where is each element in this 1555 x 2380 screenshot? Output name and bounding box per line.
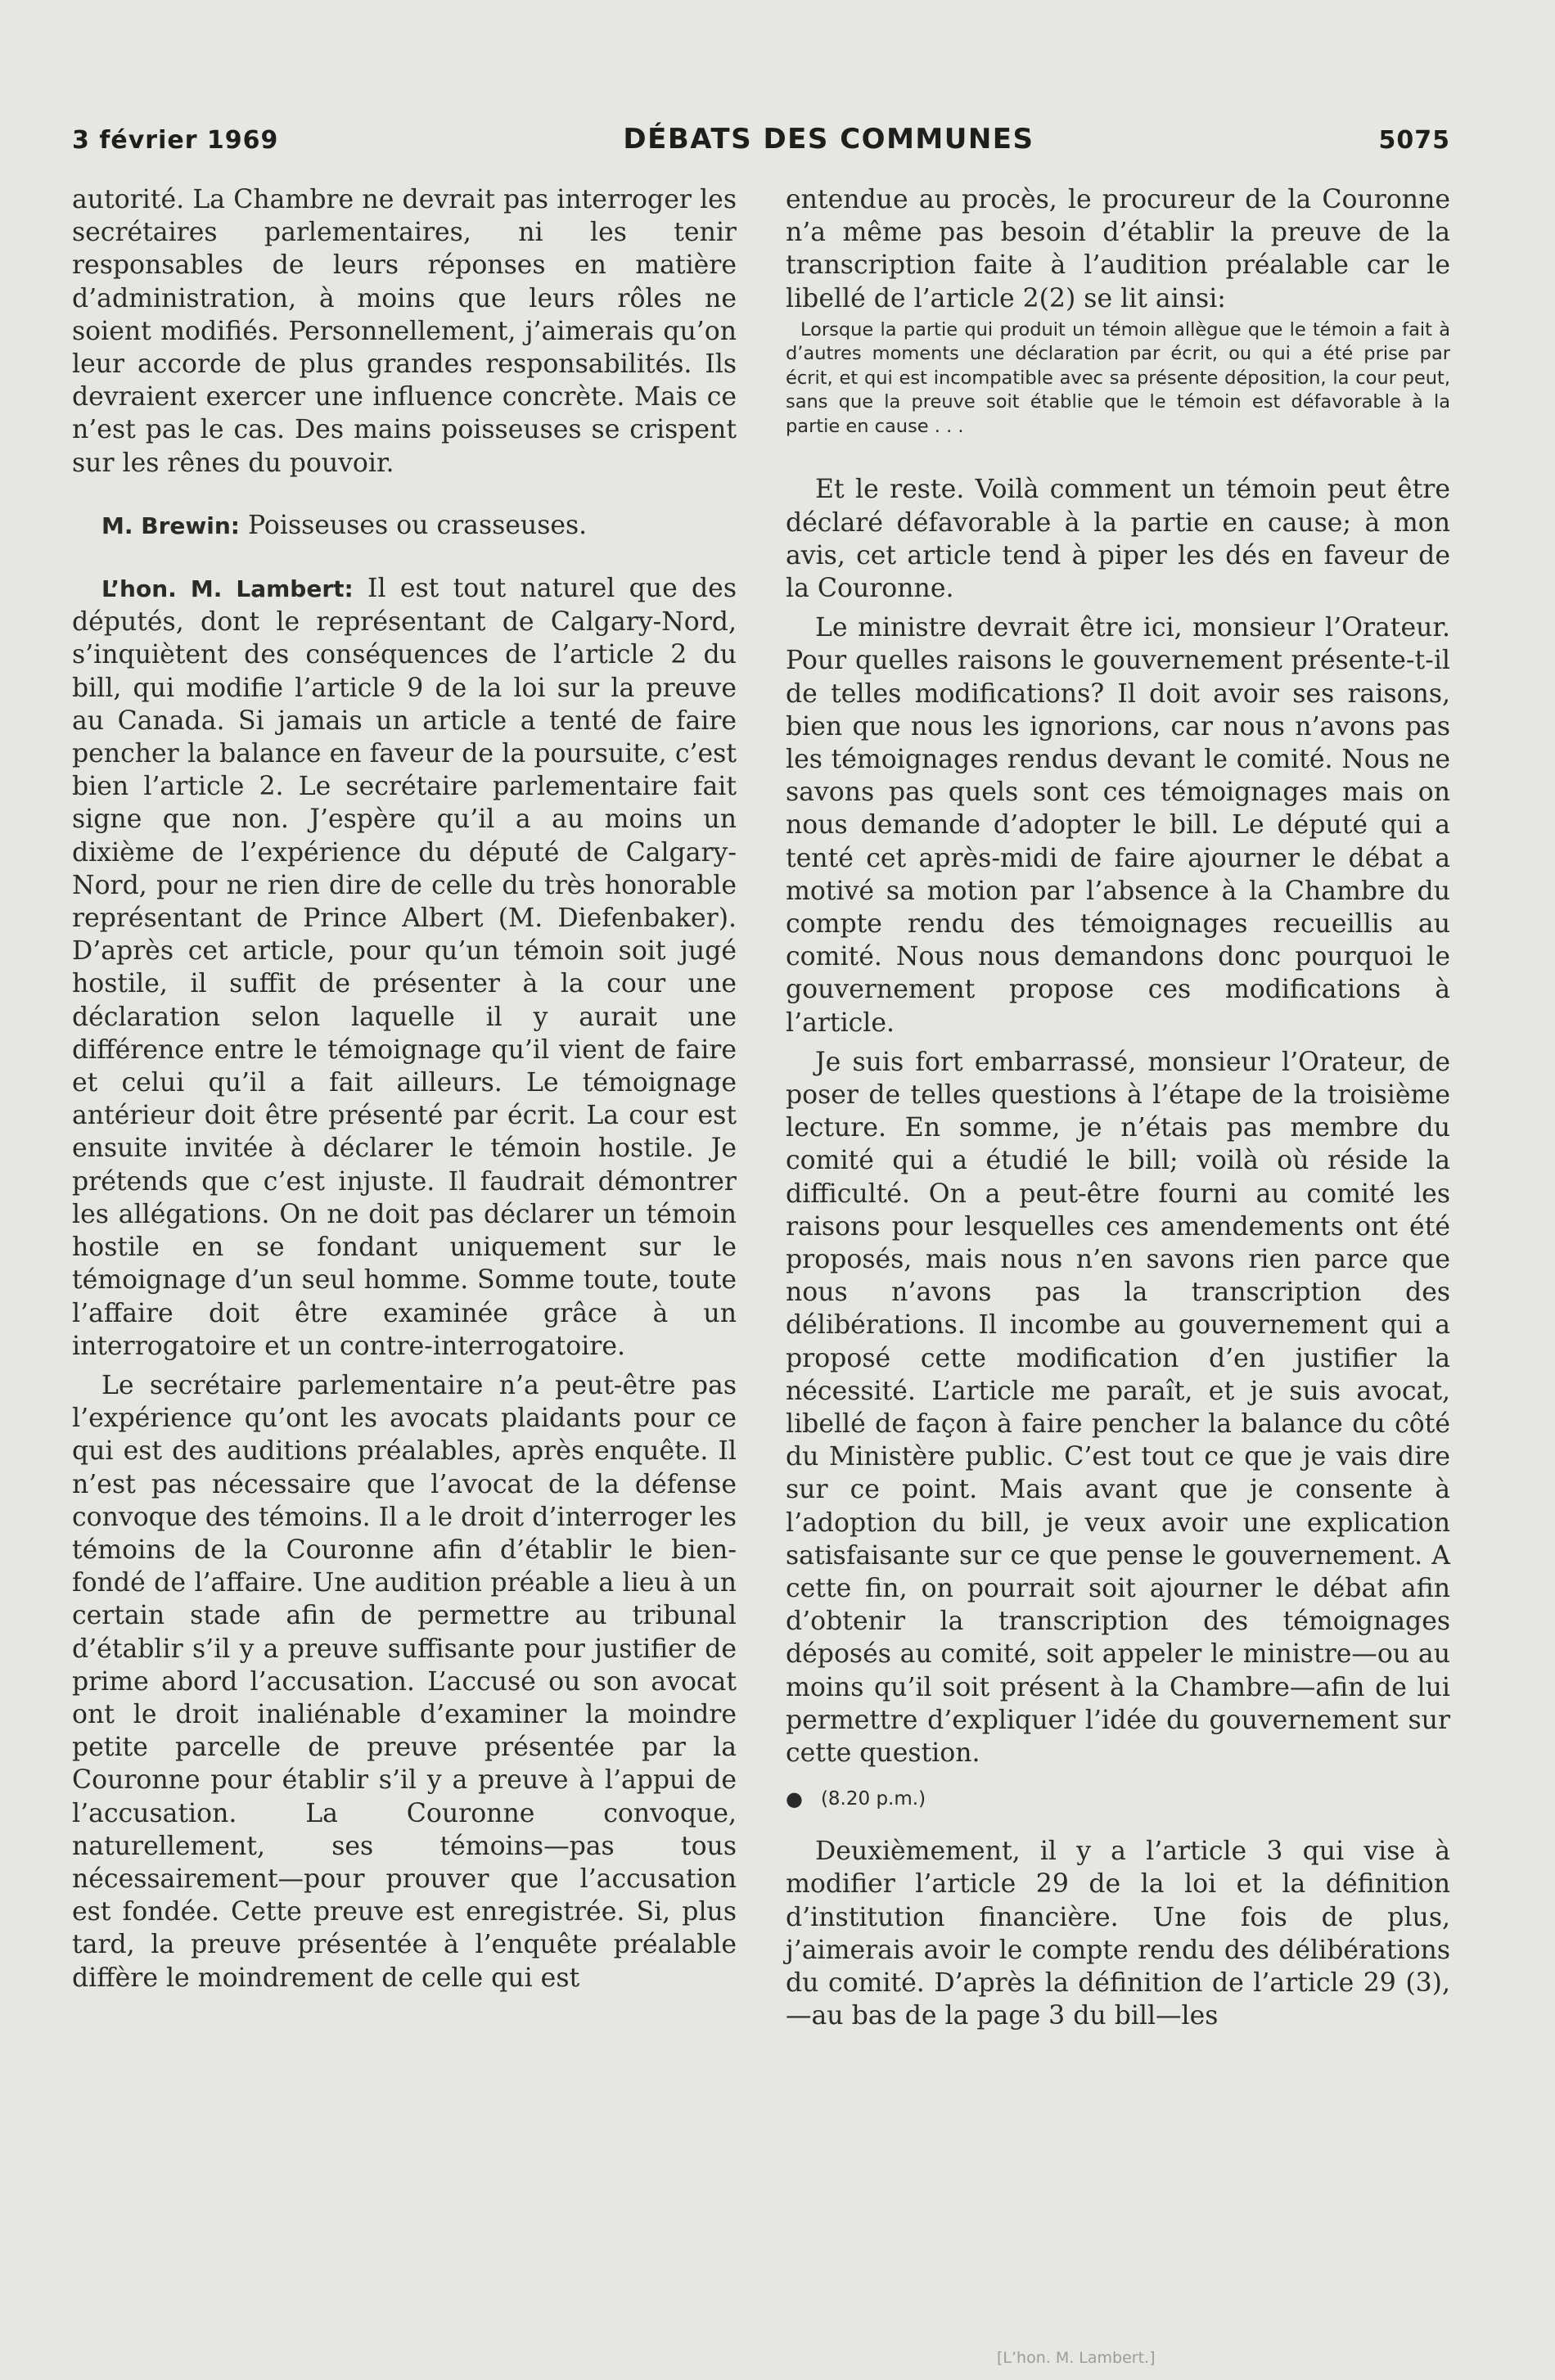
- time-stamp: [786, 1787, 1450, 1810]
- paragraph: entendue au procès, le procureur de la Couronne n’a même pas besoin d’établir la preuve de la transcription faite à l’audition préalable car le libellé de l’article 2(2) se lit ainsi:: [786, 185, 1450, 313]
- paragraph: autorité. La Chambre ne devrait pas interroger les secrétaires parlementaires, ni les tenir responsables de leurs réponses en matière d’administration, à moins que leurs rôles ne soient modifiés. Personnellement, j’aimerais qu’on leur accorde de plus grandes responsabilités. Ils devraient exercer une influence concrète. Mais ce n’est pas le cas. Des mains poisseuses se crispent sur les rênes du pouvoir.: [72, 185, 737, 478]
- header-title: DÉBATS DES COMMUNES: [623, 123, 1034, 156]
- paragraph: Deuxièmement, il y a l’article 3 qui vise à modifier l’article 29 de la loi et la définition d’institution financière. Une fois de plus, j’aimerais avoir le compte rendu des délibérations du comité. D’après la définition de l’article 29 (3),—au bas de la page 3 du bill—les: [786, 1837, 1450, 2031]
- header-page-number: 5075: [1378, 126, 1450, 155]
- speaker-name: M. Brewin:: [101, 512, 240, 539]
- header-date: 3 février 1969: [72, 126, 279, 155]
- quoted-text: Lorsque la partie qui produit un témoin allègue que le témoin a fait à d’autres moments une déclaration par écrit, ou qui a été prise par écrit, et qui est incompatible avec sa présente déposition, la cour peut, sans que la preuve soit établie que le témoin est défavorable à la partie en cause . . .: [786, 318, 1450, 437]
- left-column: [72, 183, 737, 2032]
- bullet-icon: ●: [786, 1787, 803, 1811]
- speaker-name: L’hon. M. Lambert:: [101, 575, 354, 603]
- text-columns: [72, 183, 1450, 2032]
- speaker-footnote: [L’hon. M. Lambert.]: [997, 2349, 1156, 2367]
- paragraph: Et le reste. Voilà comment un témoin peut être déclaré défavorable à la partie en cause; à mon avis, cet article tend à piper les dés en faveur de la Couronne.: [786, 475, 1450, 603]
- speech-brewin: [72, 509, 737, 543]
- paragraph: Le secrétaire parlementaire n’a peut-être pas l’expérience qu’ont les avocats plaidants pour ce qui est des auditions préalables, après enquête. Il n’est pas nécessaire que l’avocat de la défense convoque des témoins. Il a le droit d’interroger les témoins de la Couronne afin d’établir le bien-fondé de l’affaire. Une audition préable a lieu à un certain stade afin de permettre au tribunal d’établir s’il y a preuve suffisante pour justifier de prime abord l’accusation. L’accusé ou son avocat ont le droit inaliénable d’examiner la moindre petite parcelle de preuve présentée par la Couronne pour établir s’il y a preuve à l’appui de l’accusation. La Couronne convoque, naturellement, ses témoins—pas tous nécessairement—pour prouver que l’accusation est fondée. Cette preuve est enregistrée. Si, plus tard, la preuve présentée à l’enquête préalable diffère le moindrement de celle qui est: [72, 1370, 737, 1993]
- speech-text: Il est tout naturel que des députés, dont le représentant de Calgary-Nord, s’inquiètent des conséquences de l’article 2 du bill, qui modifie l’article 9 de la loi sur la preuve au Canada. Si jamais un article a tenté de faire pencher la balance en faveur de la poursuite, c’est bien l’article 2. Le secrétaire parlementaire fait signe que non. J’espère qu’il a au moins un dixième de l’expérience du député de Calgary-Nord, pour ne rien dire de celle du très honorable représentant de Prince Albert (M. Diefenbaker). D’après cet article, pour qu’un témoin soit jugé hostile, il suffit de présenter à la cour une déclaration selon laquelle il y aurait une différence entre le témoignage qu’il vient de faire et celui qu’il a fait ailleurs. Le témoignage antérieur doit être présenté par écrit. La cour est ensuite invitée à déclarer le témoin hostile. Je prétends que c’est injuste. Il faudrait démontrer les allégations. On ne doit pas déclarer un témoin hostile en se fondant uniquement sur le témoignage d’un seul homme. Somme toute, toute l’affaire doit être examinée grâce à un interrogatoire et un contre-interrogatoire.: [72, 574, 737, 1361]
- speech-lambert: [72, 572, 737, 1363]
- time-text: (8.20 p.m.): [820, 1788, 926, 1810]
- right-column: [786, 183, 1450, 2032]
- page-header: [72, 123, 1450, 156]
- paragraph: Le ministre devrait être ici, monsieur l’Orateur. Pour quelles raisons le gouvernement présente-t-il de telles modifications? Il doit avoir ses raisons, bien que nous les ignorions, car nous n’avons pas les témoignages rendus devant le comité. Nous ne savons pas quels sont ces témoignages mais on nous demande d’adopter le bill. Le député qui a tenté cet après-midi de faire ajourner le débat a motivé sa motion par l’absence à la Chambre du compte rendu des témoignages recueillis au comité. Nous nous demandons donc pourquoi le gouvernement propose ces modifications à l’article.: [786, 613, 1450, 1038]
- paragraph: Je suis fort embarrassé, monsieur l’Orateur, de poser de telles questions à l’étape de la troisième lecture. En somme, je n’étais pas membre du comité qui a étudié le bill; voilà où réside la difficulté. On a peut-être fourni au comité les raisons pour lesquelles ces amendements ont été proposés, mais nous n’en savons rien parce que nous n’avons pas la transcription des délibérations. Il incombe au gouvernement qui a proposé cette modification d’en justifier la nécessité. L’article me paraît, et je suis avocat, libellé de façon à faire pencher la balance du côté du Ministère public. C’est tout ce que je vais dire sur ce point. Mais avant que je consente à l’adoption du bill, je veux avoir une explication satisfaisante sur ce que pense le gouvernement. A cette fin, on pourrait soit ajourner le débat afin d’obtenir la transcription des témoignages déposés au comité, soit appeler le ministre—ou au moins qu’il soit présent à la Chambre—afin de lui permettre d’expliquer l’idée du gouvernement sur cette question.: [786, 1047, 1450, 1769]
- speech-text: Poisseuses ou crasseuses.: [239, 510, 588, 540]
